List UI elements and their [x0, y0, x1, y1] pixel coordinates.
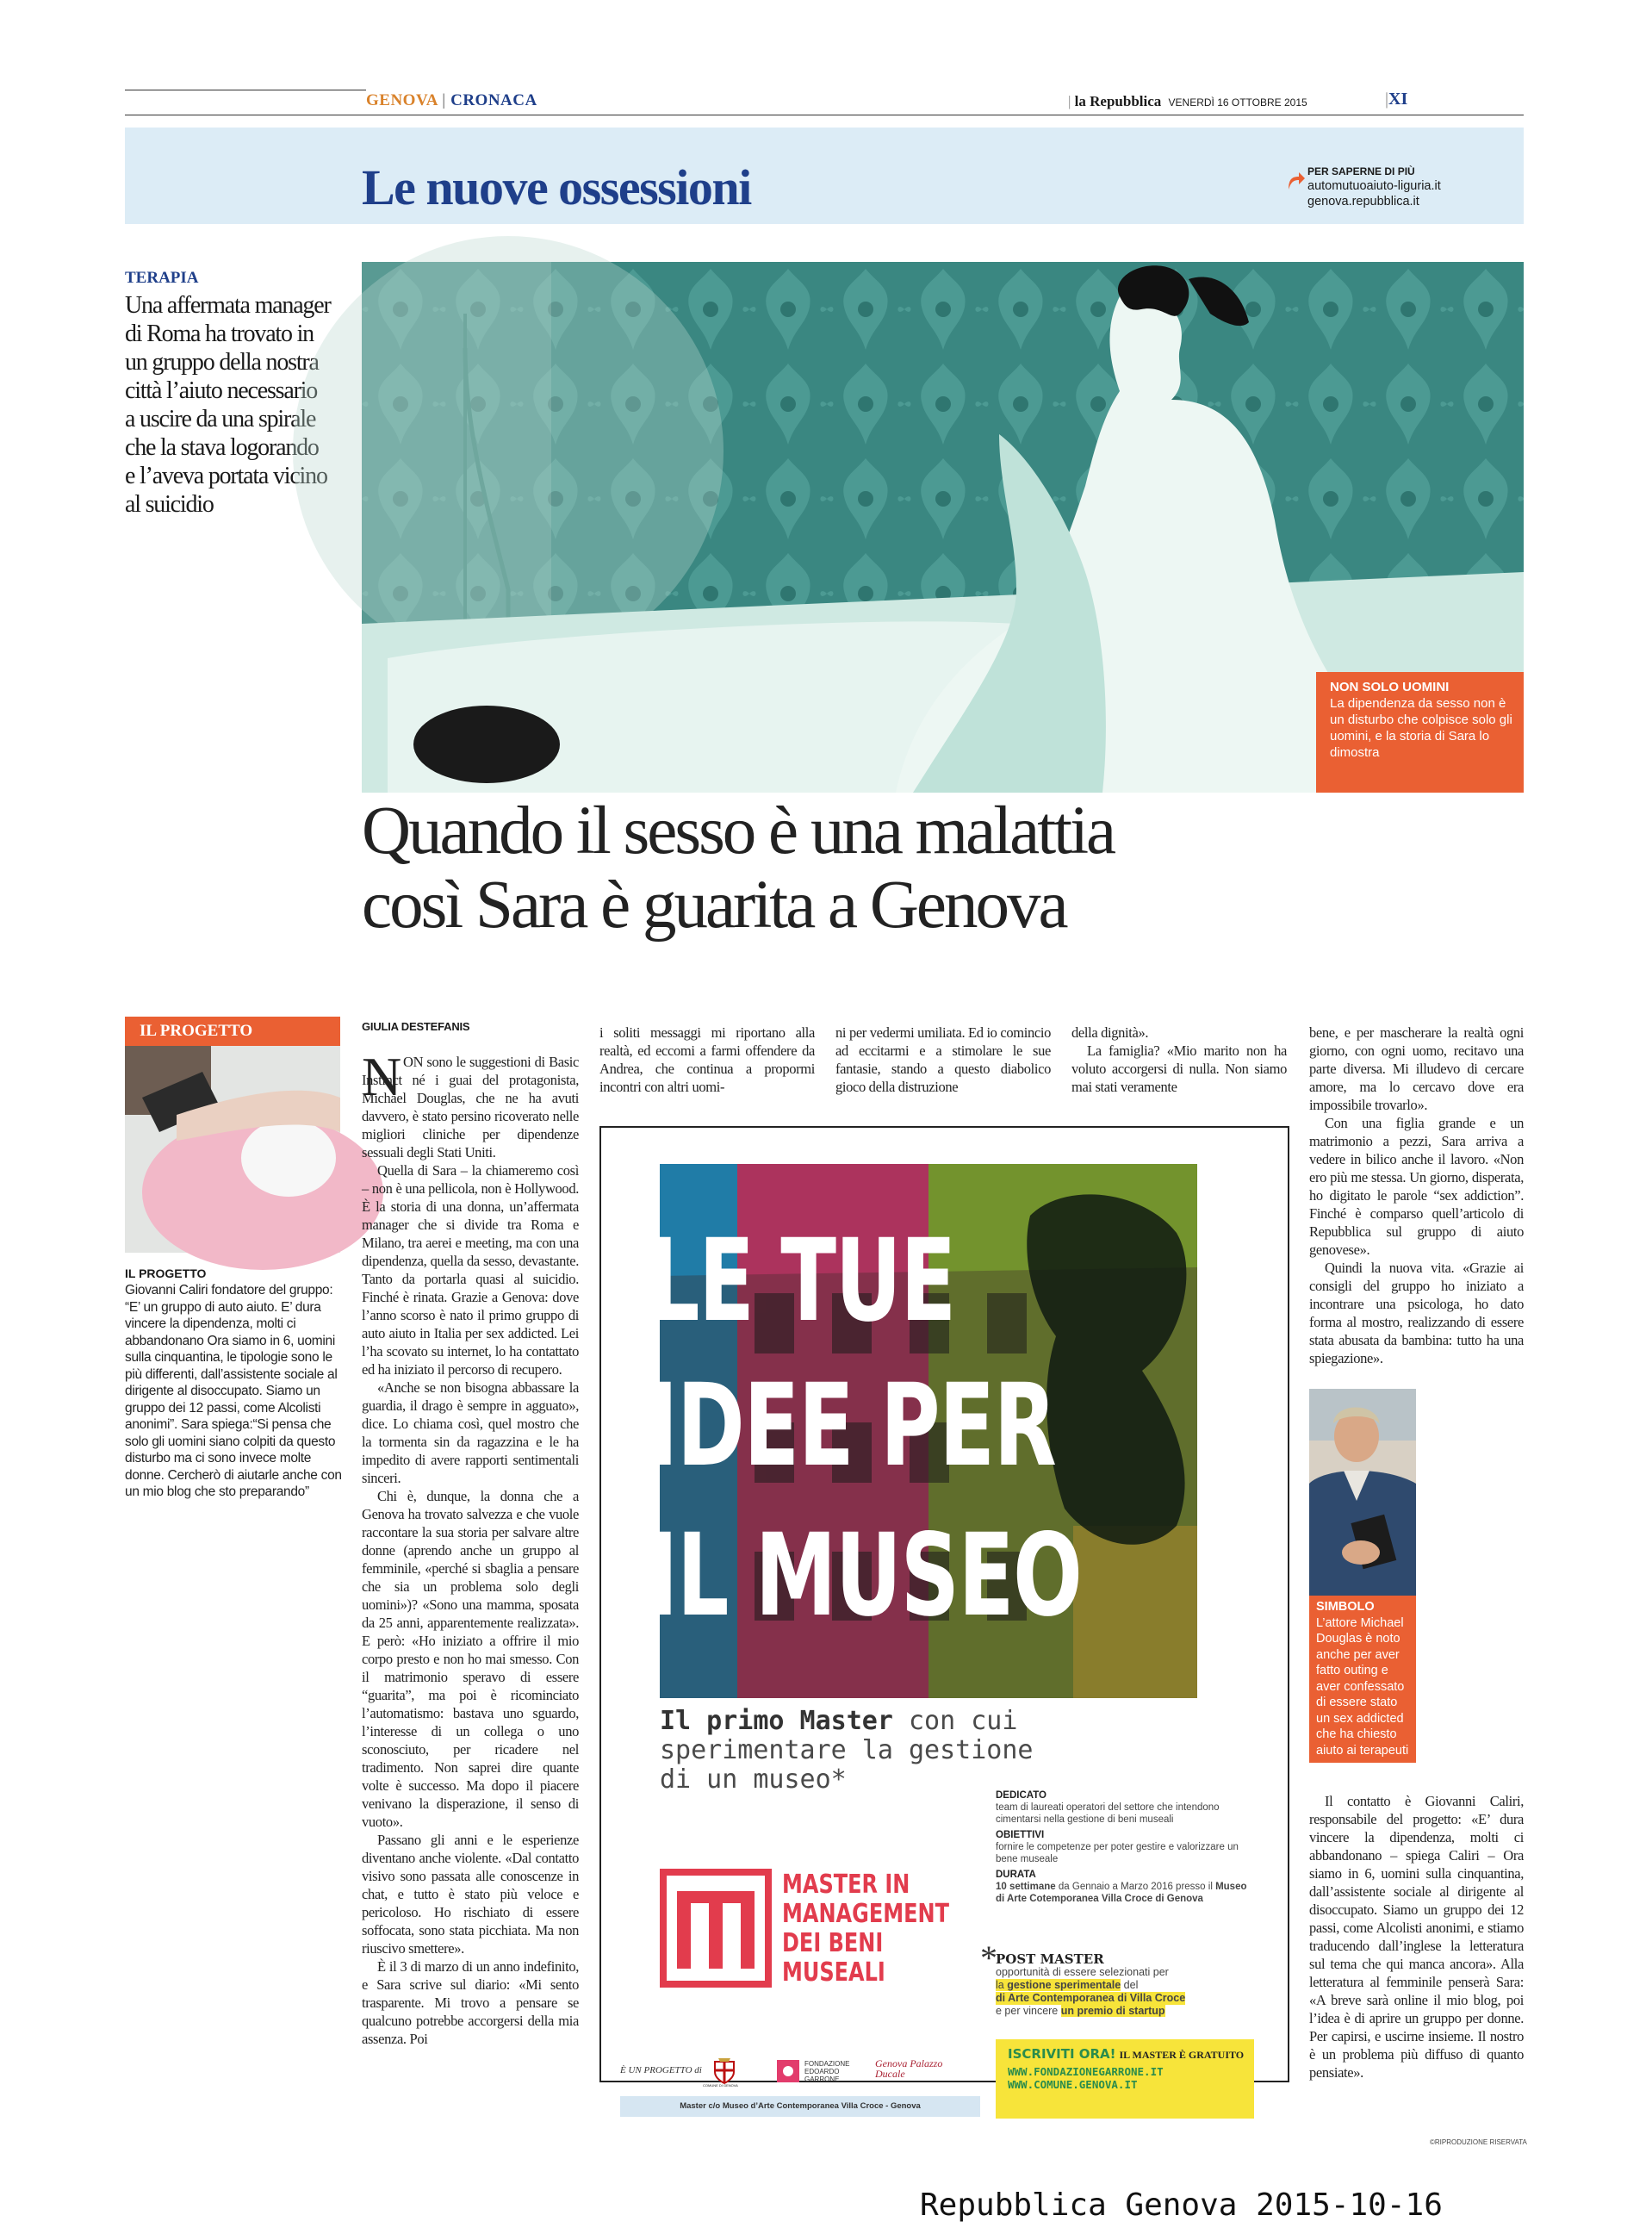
- masthead: la Repubblica: [1074, 93, 1162, 109]
- post-master-heading: POST MASTER: [996, 1951, 1104, 1967]
- page-header: [125, 90, 1524, 115]
- progetto-photo: [125, 1046, 340, 1253]
- link-repubblica[interactable]: genova.repubblica.it: [1307, 195, 1419, 208]
- cta-url-2[interactable]: WWW.COMUNE.GENOVA.IT: [1008, 2078, 1138, 2091]
- progetto-tab-label: IL PROGETTO: [140, 1022, 253, 1040]
- master-logo-icon: [667, 1876, 765, 1981]
- ad-footer-note: Master c/o Museo d’Arte Contemporanea Villa Croce - Genova: [620, 2096, 980, 2117]
- issue-date: VENERDÌ 16 OTTOBRE 2015: [1168, 96, 1307, 109]
- topic-title: Le nuove ossessioni: [362, 159, 751, 215]
- col5-p2: Con una figlia grande e un matrimonio a pezzi, Sara arriva a vedere in bilico anche il lavoro. «Non ero più me stessa. Un giorno, disperata, ho digitato le parole “sex addiction”. Finché è comparso quell’articolo di Repubblica sul gruppo di aiuto genovese».: [1309, 1115, 1524, 1258]
- master-title-3: DEI BENI: [782, 1928, 884, 1958]
- copyright: ©RIPRODUZIONE RISERVATA: [1430, 2138, 1527, 2146]
- durata-text: 10 settimane da Gennaio a Marzo 2016 presso il Museo di Arte Cotemporanea Villa Croce di Genova: [996, 1882, 1247, 1904]
- cta-url-1[interactable]: WWW.FONDAZIONEGARRONE.IT: [1008, 2065, 1164, 2078]
- asterisk: *: [980, 1938, 997, 1977]
- col4-p1: della dignità».: [1071, 1024, 1149, 1041]
- terapia-kicker: TERAPIA: [125, 269, 199, 287]
- dedicato-text: team di laureati operatori del settore che intendono cimentarsi nella gestione di beni museali: [996, 1802, 1220, 1825]
- tagline-line-3: di un museo*: [660, 1764, 847, 1795]
- master-logo: [660, 1869, 772, 1988]
- progetto-kicker: IL PROGETTO: [125, 1266, 207, 1280]
- simbolo-kicker: SIMBOLO: [1316, 1600, 1375, 1614]
- master-title-2: MANAGEMENT: [782, 1899, 949, 1929]
- ad-poster: [648, 1164, 1197, 1698]
- obiettivi-heading: OBIETTIVI: [996, 1830, 1045, 1840]
- post-text-2: la gestione sperimentale del: [996, 1979, 1139, 1991]
- dropcap: N: [362, 1046, 402, 1107]
- col5-p3: Quindi la nuova vita. «Grazie ai consigli del gruppo ho iniziato a incontrare una psicologa, ho dato forma al mostro, realizzando di essere stata abusata da bambina: tutto ha una spiegazione».: [1309, 1260, 1524, 1366]
- col1-p4: Chi è, dunque, la donna che a Genova ha trovato salvezza e che vuole raccontare la sua storia per salvare altre donne (aprendo anche un gruppo al femminile, «perché si sbaglia a pensare che sia un problema solo degli uomini»)? «Sono una mamma, sposata da 25 anni, apparentemente realizzata». E però: «Ho iniziato a offrire il mio corpo presto e non ho mai smesso. Con il matrimonio speravo di essere “guarita”, ma poi è ricominciato l’automatismo: bastava uno sguardo, l’interesse di un collega o uno sconosciuto, per ricadere nel tradimento. Non saprei dire quante volte è successo. Ma dopo il piacere venivano la disperazione, il senso di vuoto».: [362, 1488, 579, 1830]
- article-column-5-bottom: [1309, 1792, 1524, 2082]
- garrone-logo-icon: [775, 2058, 801, 2084]
- col3-text: ni per vedermi umiliata. Ed io comincio ad eccitarmi e a stimolare le sue fantasie, stando a questo diabolico gioco della distruzione: [835, 1024, 1051, 1095]
- col4-p2: La famiglia? «Mio marito non ha voluto accorgersi di nulla. Non siamo mai stati veramente: [1071, 1042, 1287, 1095]
- poster-line-2: IDEE PER: [648, 1360, 1056, 1492]
- simbolo-text: L’attore Michael Douglas è noto anche per aver fatto outing e aver confessato di essere stato un sex addicted che ha chiesto aiuto ai terapeuti: [1316, 1615, 1409, 1758]
- col1-p6: È il 3 di marzo di un anno indefinito, e Sara scrive sul diario: «Mi sento trasparente. Mi trovo a pensare se qualcuno potrebbe accorgersi della mia assenza. Poi: [362, 1958, 579, 2047]
- ad-details: [996, 1789, 1254, 1905]
- master-title-1: MASTER IN: [782, 1870, 910, 1900]
- sponsor-intro: È UN PROGETTO di: [620, 2065, 702, 2075]
- tagline-bold: Il primo Master: [660, 1706, 893, 1736]
- ad-cta[interactable]: [996, 2039, 1254, 2119]
- link-automutuoaiuto[interactable]: automutuoaiuto-liguria.it: [1307, 179, 1441, 193]
- article-column-4: [1071, 1024, 1287, 1096]
- footer-stamp: Repubblica Genova 2015-10-16: [920, 2187, 1443, 2223]
- article-column-1: [362, 1046, 579, 2048]
- col5-p1: bene, e per mascherare la realtà ogni giorno, con ogni uomo, recitavo una parte diversa. Mi illudevo di cercare amore, ma lo cercavo dove era impossibile trovarlo».: [1309, 1024, 1524, 1113]
- section-label: GENOVA | CRONACA: [366, 91, 537, 109]
- progetto-text: Giovanni Caliri fondatore del gruppo: “E’ un gruppo di auto aiuto. E’ dura vincere la dipendenza, molti ci abbandonano Ora siamo in 6, uomini sulla cinquantina, le tipologie sono le più differenti, dall’assistente sociale al dirigente al disoccupato. Siamo un gruppo dei 12 passi, come Alcolisti anonimi”. Sara spiega:“Si pensa che solo gli uomini siano colpiti da questo disturbo ma ci sono invece molte donne. Cercherò di aiutarle anche con un mio blog che sto preparando”: [125, 1283, 342, 1499]
- cta-subscribe: ISCRIVITI ORA!: [1008, 2046, 1116, 2062]
- arrow-icon: [1285, 169, 1306, 191]
- headline-line-1: Quando il sesso è una malattia: [362, 793, 1115, 868]
- illustration-caption: [1316, 672, 1524, 793]
- masthead-block: | la Repubblica VENERDÌ 16 OTTOBRE 2015: [1068, 93, 1307, 109]
- post-master: [996, 1953, 1254, 2018]
- article-column-5-top: [1309, 1024, 1524, 1367]
- col1-p2: Quella di Sara – la chiameremo così – non è una pellicola, non è Hollywood. È la storia di una donna, un’affermata manager che si divide tra Roma e Milano, tra aerei e meeting, ma con una dipendenza, quella da sesso, devastante. Tanto da portarla quasi al suicidio. Finché è rinata. Grazie a Genova: dove l’anno scorso è nato il primo gruppo di auto aiuto in Italia per sex addicted. Lei l’ha scovato su internet, lo ha contattato ed ha iniziato il percorso di recupero.: [362, 1162, 579, 1378]
- sponsor-comune: COMUNE DI GENOVA: [703, 2083, 738, 2088]
- durata-heading: DURATA: [996, 1870, 1036, 1880]
- poster-line-3: IL MUSEO: [648, 1509, 1082, 1642]
- therapy-photo: [125, 1046, 340, 1253]
- poster-line-1: LE TUE: [648, 1215, 955, 1347]
- dedicato-heading: DEDICATO: [996, 1790, 1046, 1801]
- sponsor-ducale: Genova Palazzo Ducale: [875, 2057, 943, 2080]
- article-column-3: [835, 1024, 1051, 1096]
- douglas-photo: [1309, 1389, 1416, 1596]
- col1-p5: Passano gli anni e le esperienze diventano anche violente. «Dal contatto visivo sono passata alle conoscenze in chat, e tutto è stato più veloce e pericoloso. Ho rischiato di essere soffocata, sono stata picchiata. Ma non riuscivo smettere».: [362, 1832, 579, 1957]
- sponsors: [620, 2055, 982, 2089]
- tagline-line-2: sperimentare la gestione: [660, 1735, 1034, 1765]
- post-text-3: di Arte Contemporanea di Villa Croce: [996, 1992, 1186, 2004]
- simbolo-caption: [1309, 1596, 1416, 1763]
- article-column-2: [599, 1024, 815, 1096]
- post-text-1: opportunità di essere selezionati per: [996, 1966, 1169, 1978]
- col2-text: i soliti messaggi mi riportano alla realtà, ed eccomi a farmi offendere da Andrea, che continua a propormi incontri con altri uomi-: [599, 1024, 815, 1095]
- more-info-label: PER SAPERNE DI PIÙ: [1307, 165, 1415, 177]
- post-text-4: e per vincere un premio di startup: [996, 2005, 1165, 2017]
- master-ad: [599, 1126, 1289, 2111]
- master-title: [782, 1870, 949, 1988]
- col1-p3: «Anche se non bisogna abbassare la guardia, il drago è sempre in agguato», dice. Lo chiama così, quel mostro che la tormenta sin da ragazzina e le ha impedito di avere rapporti sentimentali sinceri.: [362, 1379, 579, 1486]
- terapia-text: Una affermata manager di Roma ha trovato in un gruppo della nostra città l’aiuto necessario a uscire da una spirale che la stava logorando e l’aveva portata vicino al suicidio: [125, 292, 331, 518]
- sponsor-garrone: FONDAZIONE EDOARDO GARRONE: [804, 2060, 850, 2083]
- col5-p4: Il contatto è Giovanni Caliri, responsabile del progetto: «E’ dura vincere la dipendenza, molti ci abbandonano – spiega Caliri – Ora siamo in 6, uomini sulla cinquantina, dall’assistente sociale al dirigente al disoccupato. Siamo un gruppo dei 12 passi, come Alcolisti anonimi, e stiamo traducendo dall’inglese la letteratura sul tema che qui manca ancora». Alla letteratura al femminile penserà Sara: «A breve sarà online il mio blog, poi l’idea è di aprire un gruppo per donne. Per capirsi, e uscirne insieme. Il nostro è un problema più diffuso di quanto pensiate».: [1309, 1793, 1524, 2081]
- cta-free: IL MASTER È GRATUITO: [1119, 2049, 1245, 2061]
- byline: GIULIA DESTEFANIS: [362, 1020, 470, 1033]
- master-title-4: MUSEALI: [782, 1957, 885, 1988]
- comune-crest-icon: [713, 2057, 736, 2084]
- obiettivi-text: fornire le competenze per poter gestire e valorizzare un bene museale: [996, 1842, 1239, 1864]
- ad-tagline: [660, 1707, 1033, 1795]
- caption-kicker: NON SOLO UOMINI: [1330, 680, 1450, 694]
- headline: [362, 794, 1114, 943]
- section-name: CRONACA: [450, 91, 537, 109]
- tagline-rest: con cui: [892, 1706, 1018, 1736]
- col1-p1: ON sono le suggestioni di Basic Instinct né i guai del protagonista, Michael Douglas, che ne ha avuti davvero, è stato persino ricoverato nelle migliori cliniche per dipendenze sessuali degli Stati Uniti.: [362, 1054, 579, 1161]
- page-number: |XI: [1385, 90, 1408, 109]
- caption-text: La dipendenza da sesso non è un disturbo che colpisce solo gli uomini, e la storia di Sara lo dimostra: [1330, 696, 1512, 760]
- section-city: GENOVA: [366, 91, 438, 109]
- headline-line-2: così Sara è guarita a Genova: [362, 868, 1066, 943]
- michael-douglas-photo: [1309, 1389, 1416, 1596]
